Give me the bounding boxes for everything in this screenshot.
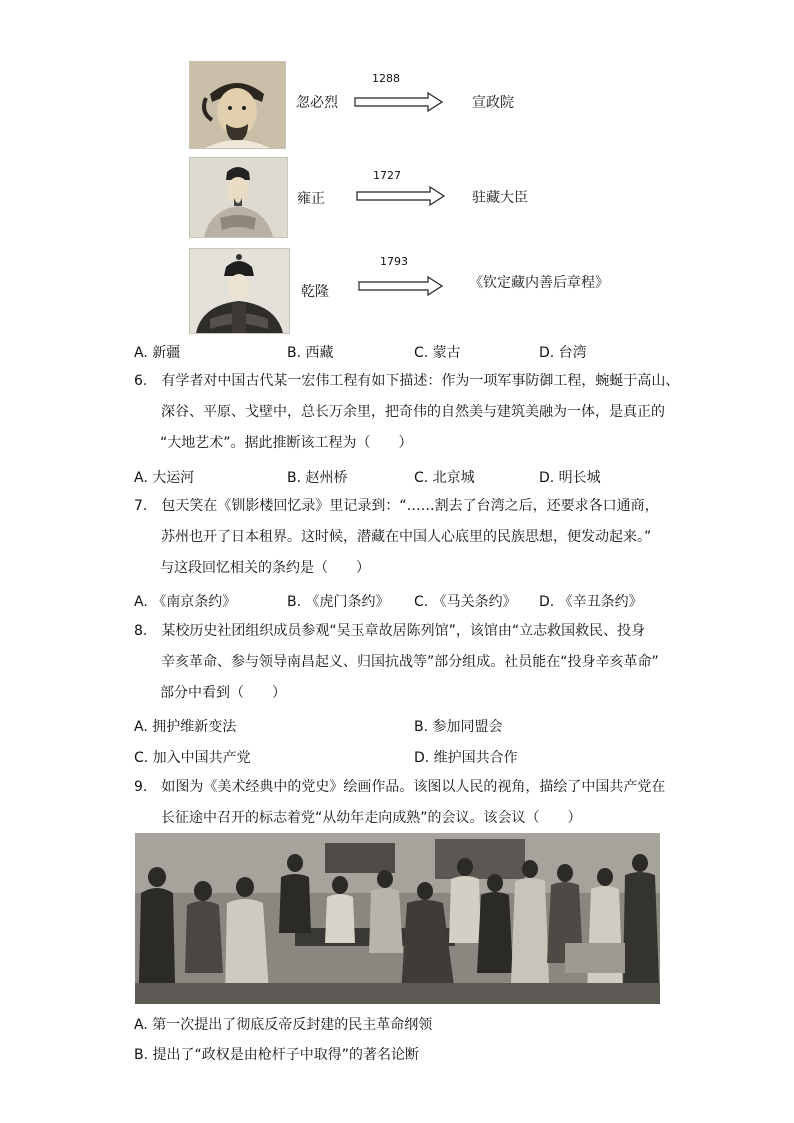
q6-option-c[interactable]: C. 北京城 [414,470,475,486]
ruler-name-2: 雍正 [297,191,325,207]
portrait-kublai [189,61,286,149]
year-label-1: 1288 [372,72,400,85]
ruler-name-1: 忽必烈 [296,95,338,111]
q6-stem-line-3: “大地艺术”。据此推断该工程为（ ） [160,435,413,451]
q7-stem-line-3: 与这段回忆相关的条约是（ ） [160,560,370,576]
q5-option-d[interactable]: D. 台湾 [539,345,587,361]
q8-option-a[interactable]: A. 拥护维新变法 [134,719,237,735]
year-label-3: 1793 [380,255,408,268]
q9-stem-line-1: 9. 如图为《美术经典中的党史》绘画作品。该图以人民的视角，描绘了中国共产党在 [134,779,666,795]
q6-option-d[interactable]: D. 明长城 [539,470,601,486]
q5-option-c[interactable]: C. 蒙古 [414,345,461,361]
q7-stem-line-1: 7. 包天笑在《钏影楼回忆录》里记录到：“……割去了台湾之后，还要求各口通商， [134,498,659,514]
arrow-1 [354,92,444,112]
q5-option-a[interactable]: A. 新疆 [134,345,181,361]
q6-stem-line-1: 6. 有学者对中国古代某一宏伟工程有如下描述：作为一项军事防御工程，蜿蜒于高山、 [134,373,680,389]
q8-stem-line-1: 8. 某校历史社团组织成员参观“吴玉章故居陈列馆”，该馆由“立志救国救民、投身 [134,623,646,639]
result-2: 驻藏大臣 [472,190,528,206]
arrow-3 [358,276,444,296]
ruler-name-3: 乾隆 [301,284,329,300]
arrow-2 [356,186,446,206]
q8-option-d[interactable]: D. 维护国共合作 [414,750,518,766]
q7-stem-line-2: 苏州也开了日本租界。这时候，潜藏在中国人心底里的民族思想，便发动起来。” [161,529,652,545]
portrait-yongzheng [189,157,288,238]
q6-stem-line-2: 深谷、平原、戈壁中，总长万余里，把奇伟的自然美与建筑美融为一体，是真正的 [161,404,665,420]
portrait-qianlong [189,248,290,334]
year-label-2: 1727 [373,169,401,182]
q7-option-b[interactable]: B. 《虎门条约》 [287,594,390,610]
q8-stem-line-2: 辛亥革命、参与领导南昌起义、归国抗战等”部分组成。社员能在“投身辛亥革命” [161,654,659,670]
q8-option-b[interactable]: B. 参加同盟会 [414,719,503,735]
q5-option-b[interactable]: B. 西藏 [287,345,334,361]
painting-meeting [135,833,660,1004]
q9-option-a[interactable]: A. 第一次提出了彻底反帝反封建的民主革命纲领 [134,1017,433,1033]
q6-option-a[interactable]: A. 大运河 [134,470,195,486]
q7-option-a[interactable]: A. 《南京条约》 [134,594,237,610]
q7-option-d[interactable]: D. 《辛丑条约》 [539,594,643,610]
q8-option-c[interactable]: C. 加入中国共产党 [134,750,251,766]
q7-option-c[interactable]: C. 《马关条约》 [414,594,517,610]
q8-stem-line-3: 部分中看到（ ） [160,685,286,701]
result-3: 《钦定藏内善后章程》 [469,275,609,291]
q6-option-b[interactable]: B. 赵州桥 [287,470,348,486]
q9-option-b[interactable]: B. 提出了“政权是由枪杆子中取得”的著名论断 [134,1047,420,1063]
q9-stem-line-2: 长征途中召开的标志着党“从幼年走向成熟”的会议。该会议（ ） [161,810,582,826]
result-1: 宣政院 [472,95,514,111]
